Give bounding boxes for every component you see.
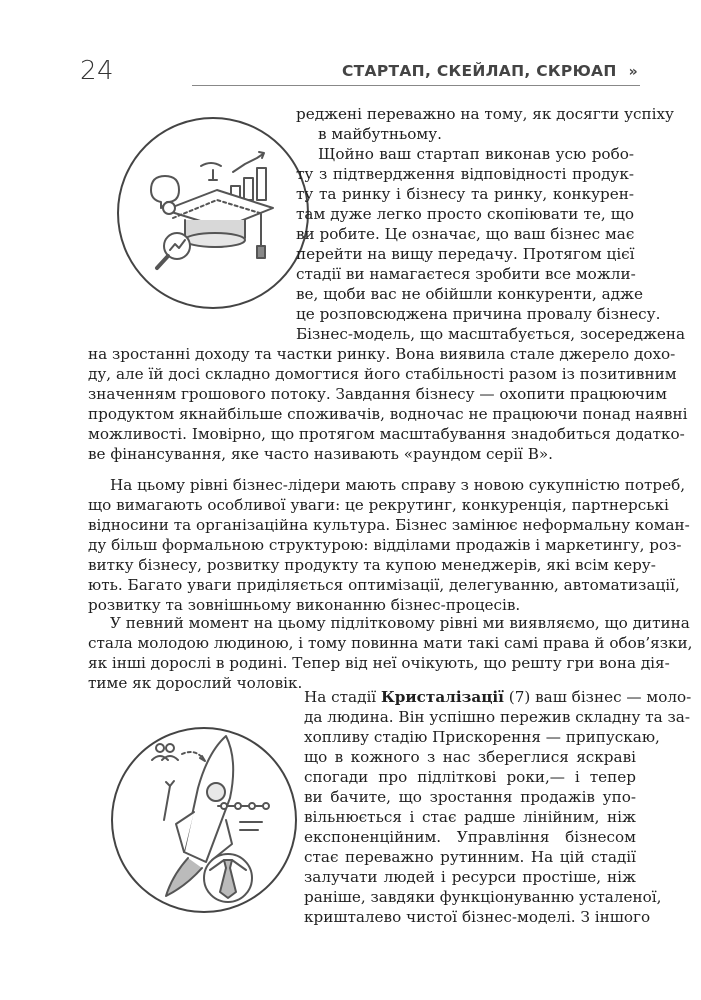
text-line: ду, але їй досі складно домогтися його стабільності разом із позитивним (88, 365, 677, 383)
text-line: ду більш формальною структурою: відділами продажів і маркетингу, роз- (88, 536, 682, 554)
text-line: розвитку та зовнішньому виконанню бізнес-процесів. (88, 596, 521, 614)
text-line: продуктом якнайбільше споживачів, водночас не працюючи понад наявні (88, 405, 688, 423)
text-line: експоненційним. Управління бізнесом (304, 828, 636, 846)
text-line: на зростанні доходу та частки ринку. Вона виявила стале джерело дохо- (88, 345, 676, 363)
text-line: можливості. Імовірно, що протягом масштабування знадобиться додатко- (88, 425, 685, 443)
text-line: ве фінансування, яке часто називають «раундом серії B». (88, 445, 554, 463)
text-line: стає переважно рутинним. На цій стадії (304, 848, 636, 866)
text-line: вільнюється і стає радше лінійним, ніж (304, 808, 636, 826)
text-line: ють. Багато уваги приділяється оптимізації, делегуванню, автоматизації, (88, 576, 680, 594)
text-line: значенням грошового потоку. Завдання бізнесу — охопити працюючим (88, 385, 667, 403)
text-line: ви робите. Це означає, що ваш бізнес має (296, 225, 635, 243)
text-line: тиме як дорослий чоловік. (88, 674, 303, 692)
text-line: спогади про підліткові роки,— і тепер (304, 768, 636, 786)
text-run: На стадії (304, 688, 381, 706)
paragraph-4 (88, 613, 693, 693)
bold-term: Кристалізації (380, 688, 504, 706)
text-line: Бізнес-модель, що масштабується, зосереджена (296, 325, 686, 343)
text-line: Щойно ваш стартап виконав усю робо- (318, 145, 634, 163)
double-chevron-right-icon: » (628, 64, 638, 80)
text-line: У певний момент на цьому підлітковому рівні ми виявляємо, що дитина (110, 614, 690, 632)
text-line: відносини та організаційна культура. Бізнес замінює неформальну коман- (88, 516, 690, 534)
text-line: ту з підтвердження відповідності продук- (296, 165, 634, 183)
page-header (80, 50, 640, 90)
graduation-cap-growth-icon (113, 110, 313, 320)
running-title-text: СТАРТАП, СКЕЙЛАП, СКРЮАП (342, 62, 617, 80)
text-line: це розповсюджена причина провалу бізнесу. (296, 305, 661, 323)
running-title (342, 62, 638, 80)
text-line: реджені переважно на тому, як досягти успіху (296, 105, 674, 123)
text-line: в майбутньому. (318, 125, 442, 143)
text-line: кришталево чистої бізнес-моделі. З іншого (304, 908, 651, 926)
text-line: На цьому рівні бізнес-лідери мають справу з новою сукупністю потреб, (110, 476, 686, 494)
text-line: стала молодою людиною, і тому повинна мати такі самі права й обов’язки, (88, 634, 693, 652)
text-line: ве, щоби вас не обійшли конкуренти, адже (296, 285, 643, 303)
text-line: ту та ринку і бізнесу та ринку, конкурен- (296, 185, 634, 203)
header-rule (192, 85, 640, 86)
paragraph-3 (88, 475, 690, 615)
page-number: 24 (80, 56, 115, 86)
text-line: витку бізнесу, розвитку продукту та купою менеджерів, які всім керу- (88, 556, 656, 574)
text-line: ви бачите, що зростання продажів упо- (304, 788, 636, 806)
text-line (304, 687, 692, 707)
text-line: там дуже легко просто скопіювати те, що (296, 205, 634, 223)
paragraph-5 (304, 687, 692, 927)
paragraph-1 (296, 104, 686, 344)
text-line: перейти на вищу передачу. Протягом цієї (296, 245, 635, 263)
text-run: (7) ваш бізнес — моло- (503, 688, 692, 706)
text-line: стадії ви намагаєтеся зробити все можли- (296, 265, 636, 283)
text-line: залучати людей і ресурси простіше, ніж (304, 868, 636, 886)
rocket-launch-icon (106, 720, 302, 920)
text-line: що вимагають особливої уваги: це рекрутинг, конкуренція, партнерські (88, 496, 669, 514)
text-line: як інші дорослі в родині. Тепер від неї очікують, що решту гри вона дія- (88, 654, 670, 672)
text-line: раніше, завдяки функціонуванню усталеної, (304, 888, 662, 906)
text-line: да людина. Він успішно пережив складну та за- (304, 708, 690, 726)
text-line: хопливу стадію Прискорення — припускаю, (304, 728, 660, 746)
paragraph-2 (88, 344, 688, 464)
text-line: що в кожного з нас збереглися яскраві (304, 748, 636, 766)
